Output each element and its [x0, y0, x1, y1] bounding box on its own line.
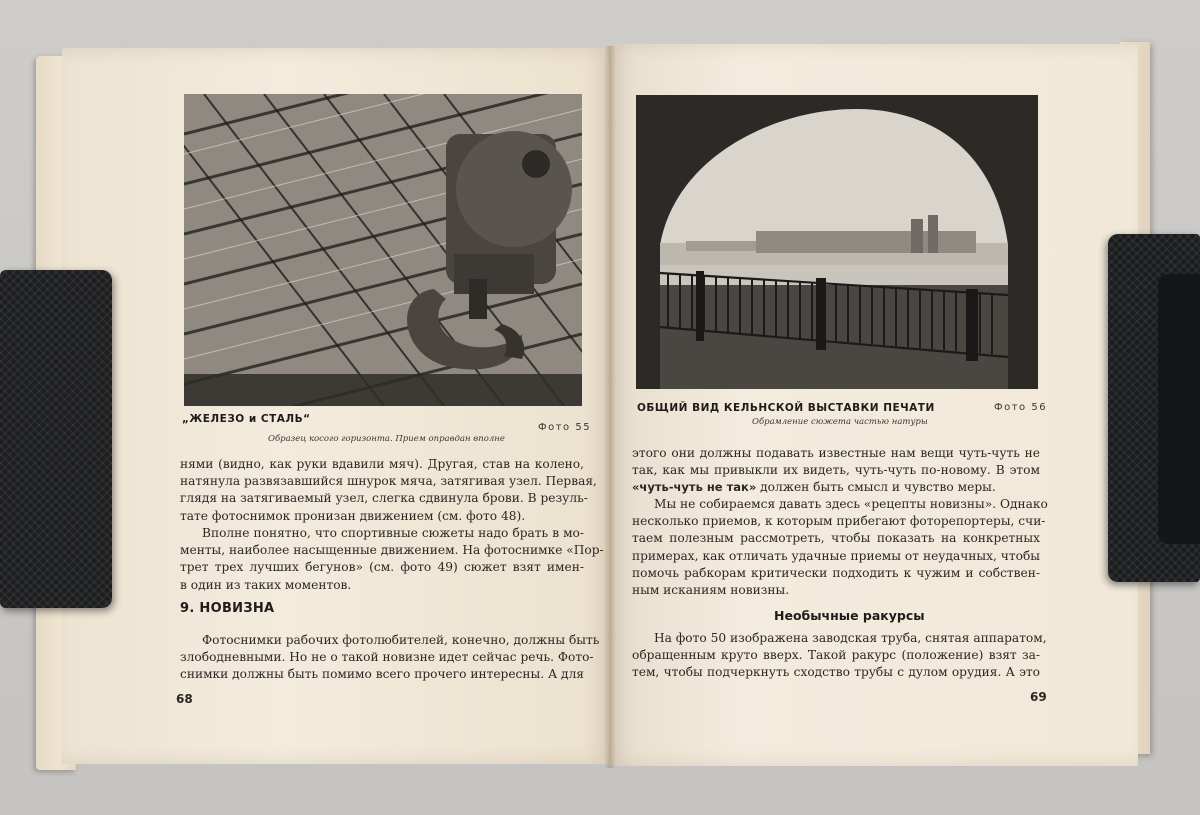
text-line: глядя на затягиваемый узел, слегка сдвинула брови. В резуль- [180, 491, 588, 506]
text-line: этого они должны подавать известные нам вещи чуть-чуть не [632, 446, 1040, 460]
text-line: тате фотоснимок пронизан движением (см. фото 48). [180, 508, 526, 523]
text-line: в один из таких моментов. [180, 577, 352, 592]
left-caption-number: Фото 55 [538, 422, 592, 433]
text-line: обращенным круто вверх. Такой ракурс (положение) взят за- [632, 648, 1040, 663]
text-line: Вполне понятно, что спортивные сюжеты надо брать в мо- [202, 526, 584, 540]
text-line: Мы не собираемся давать здесь «рецепты новизны». Однако [654, 497, 1048, 511]
text-line: натянула развязавшийся шнурок мяча, затягивая узел. Первая, [180, 474, 597, 489]
text-line: несколько приемов, к которым прибегают фоторепортеры, счи- [632, 514, 1046, 529]
text-line: тем, чтобы подчеркнуть сходство трубы с дулом орудия. А это [632, 665, 1040, 680]
photo-crane-hook [184, 94, 582, 406]
emphasis-phrase: «чуть-чуть не так» [632, 480, 757, 495]
text-line: таем полезным рассмотреть, чтобы показать на конкретных [632, 531, 1040, 546]
right-paragraph-2 [632, 496, 1048, 599]
right-caption-number: Фото 56 [994, 402, 1048, 413]
section-heading-novelty: 9. НОВИЗНА [180, 601, 275, 616]
subheading-unusual-angles: Необычные ракурсы [774, 608, 925, 623]
photo-cologne-exhibition [636, 95, 1038, 389]
left-paragraph-1 [180, 456, 597, 525]
left-caption-title: „ЖЕЛЕЗО и СТАЛЬ“ [182, 413, 311, 425]
text-line [632, 479, 1040, 496]
right-paragraph-3 [632, 630, 1047, 682]
text-line: злободневными. Но не о такой новизне идет сейчас речь. Фото- [180, 650, 594, 665]
left-paragraph-2 [180, 525, 604, 594]
text-line: примерах, как отличать удачные приемы от неудачных, чтобы [632, 548, 1040, 563]
left-page-number: 68 [176, 692, 193, 706]
right-paragraph-1 [632, 445, 1040, 497]
text-line: менты, наиболее насыщенные движением. На фотоснимке «Пор- [180, 543, 604, 558]
right-page-number: 69 [1030, 690, 1047, 704]
book-clip-left [0, 270, 112, 608]
right-caption-subtitle: Обрамление сюжета частью натуры [752, 417, 928, 427]
text-line: Фотоснимки рабочих фотолюбителей, конечно, должны быть [202, 633, 600, 647]
text-line: нями (видно, как руки вдавили мяч). Другая, став на колено, [180, 457, 584, 471]
text-fragment: должен быть смысл и чувство меры. [756, 480, 996, 495]
text-line: помочь рабкорам критически подходить к чужим и собствен- [632, 565, 1040, 580]
text-line: снимки должны быть помимо всего прочего интересны. А для [180, 667, 584, 682]
text-line: На фото 50 изображена заводская труба, снятая аппаратом, [654, 631, 1047, 645]
text-line: так, как мы привыкли их видеть, чуть-чуть по-новому. В этом [632, 463, 1040, 478]
book-clip-right [1108, 234, 1200, 582]
text-line: ным исканиям новизны. [632, 583, 790, 598]
book-clip-right-inner [1158, 274, 1200, 544]
left-caption-subtitle: Образец косого горизонта. Прием оправдан вполне [268, 434, 505, 444]
text-line: трет трех лучших бегунов» (см. фото 49) сюжет взят имен- [180, 560, 584, 575]
book-gutter [604, 46, 616, 768]
right-caption-title: ОБЩИЙ ВИД КЕЛЬНСКОЙ ВЫСТАВКИ ПЕЧАТИ [637, 402, 935, 414]
left-paragraph-3 [180, 632, 600, 684]
